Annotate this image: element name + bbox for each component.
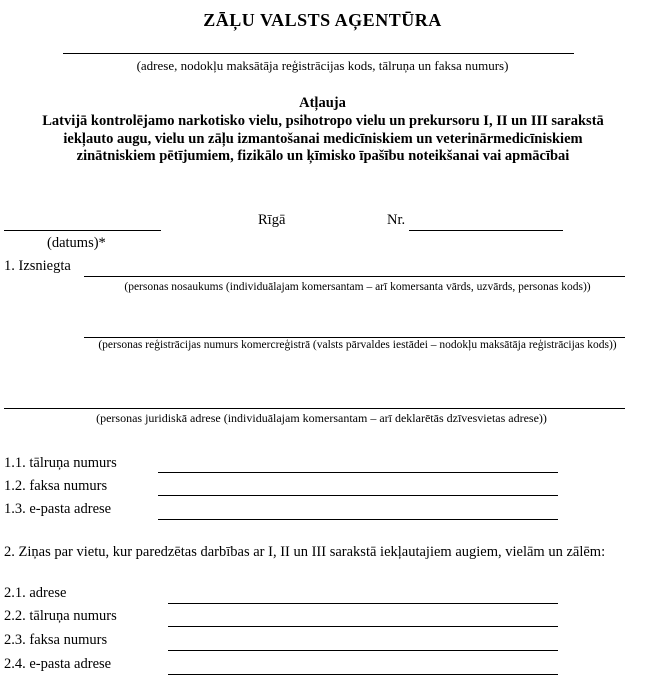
date-line[interactable] xyxy=(4,230,161,231)
permit-subtitle: Latvijā kontrolējamo narkotisko vielu, psihotropo vielu un prekursoru I, II un III sarakstā iekļauto augu, vielu un zāļu izmantošanai medicīniskiem un veterinārmedicīniskiem zinātniskiem pētījumiem, fizikālo un ķīmisko īpašību noteikšanai vai apmācībai xyxy=(42,113,604,164)
location-fax-label: 2.3. faksa numurs xyxy=(4,632,108,648)
location-address-label: 2.1. adrese xyxy=(4,585,67,601)
issued-to-label: 1. Izsniegta xyxy=(4,258,71,274)
location-fax-line[interactable] xyxy=(168,650,558,651)
location-email-label: 2.4. e-pasta adrese xyxy=(4,656,112,672)
agency-address-caption: (adrese, nodokļu maksātāja reģistrācijas kods, tālruņa un faksa numurs) xyxy=(136,58,509,73)
fax-label: 1.2. faksa numurs xyxy=(4,478,108,494)
number-line[interactable] xyxy=(409,230,563,231)
person-name-caption: (personas nosaukums (individuālajam komersantam – arī komersanta vārds, uzvārds, personas kods)) xyxy=(124,281,591,293)
legal-address-caption: (personas juridiskā adrese (individuālajam komersantam – arī deklarētās dzīvesvietas adrese)) xyxy=(96,411,547,425)
location-phone-label: 2.2. tālruņa numurs xyxy=(4,608,117,624)
place-label: Rīgā xyxy=(258,212,286,228)
agency-title: ZĀĻU VALSTS AĢENTŪRA xyxy=(203,10,442,30)
email-line[interactable] xyxy=(158,519,558,520)
registration-number-caption: (personas reģistrācijas numurs komercreģistrā (valsts pārvaldes iestādei – nodokļu maksātāja reģistrācijas kods)) xyxy=(98,339,617,351)
agency-address-line[interactable] xyxy=(63,53,574,54)
location-address-line[interactable] xyxy=(168,603,558,604)
permit-title: Atļauja xyxy=(299,95,346,111)
location-email-line[interactable] xyxy=(168,674,558,675)
date-caption: (datums)* xyxy=(47,235,106,251)
location-heading: 2. Ziņas par vietu, kur paredzētas darbības ar I, II un III sarakstā iekļautajiem augiem, vielām un zālēm: xyxy=(4,544,606,560)
email-label: 1.3. e-pasta adrese xyxy=(4,501,112,517)
location-phone-line[interactable] xyxy=(168,626,558,627)
legal-address-line[interactable] xyxy=(4,408,625,409)
number-label: Nr. xyxy=(387,212,406,228)
phone-label: 1.1. tālruņa numurs xyxy=(4,455,117,471)
fax-line[interactable] xyxy=(158,495,558,496)
person-name-line[interactable] xyxy=(84,276,625,277)
phone-line[interactable] xyxy=(158,472,558,473)
